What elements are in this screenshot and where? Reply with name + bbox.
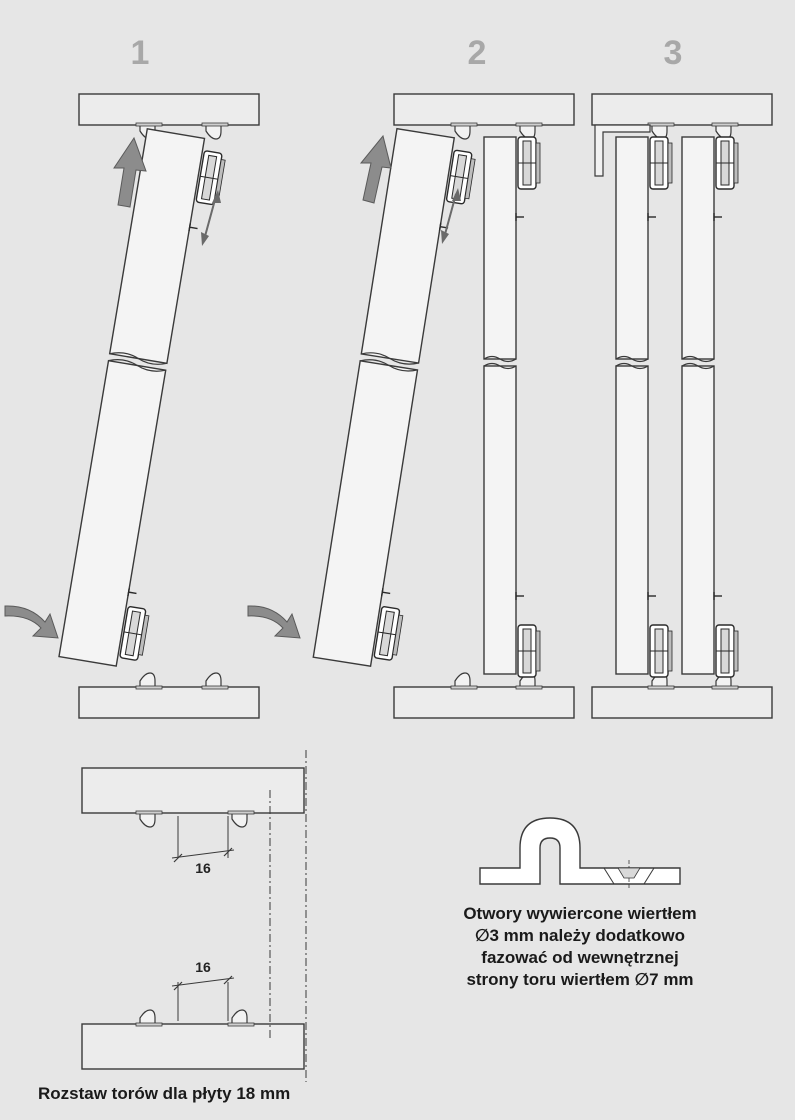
door-panel-front — [616, 137, 672, 677]
bottom-rail-hook — [228, 1010, 254, 1026]
door-panel-tilted — [313, 129, 478, 670]
bottom-board — [592, 687, 772, 718]
step-number-3: 3 — [663, 34, 683, 72]
spacing-caption: Rozstaw torów dla płyty 18 mm — [38, 1084, 291, 1103]
door-panel — [59, 129, 228, 670]
top-board — [82, 768, 304, 813]
top-rail-hook — [228, 811, 254, 827]
bottom-dimension-label: 16 — [195, 959, 211, 975]
step-number-1: 1 — [130, 34, 150, 72]
top-board — [394, 94, 574, 125]
door-panel-hung — [484, 137, 540, 677]
bottom-board — [79, 687, 259, 718]
top-dimension-label: 16 — [195, 860, 211, 876]
top-rail-hook — [136, 811, 162, 827]
note-line: ∅3 mm należy dodatkowo — [474, 926, 686, 945]
top-board — [592, 94, 772, 125]
swing-arrow — [248, 606, 300, 638]
rail-profile — [480, 818, 680, 890]
bottom-rail-hook — [136, 1010, 162, 1026]
bottom-board — [394, 687, 574, 718]
step-1-drawing — [5, 94, 259, 718]
step-number-2: 2 — [467, 34, 487, 72]
top-board — [79, 94, 259, 125]
bottom-board — [82, 1024, 304, 1069]
bottom-rail-hook — [451, 673, 477, 689]
bottom-rail-hook — [202, 673, 228, 689]
door-panel-back — [682, 137, 738, 677]
step-2-drawing — [248, 94, 574, 718]
top-rail-hook — [202, 123, 228, 139]
track-spacing-detail — [82, 750, 306, 1082]
bottom-rail-hook — [136, 673, 162, 689]
drilling-note — [415, 903, 745, 991]
step-3-drawing — [592, 94, 772, 718]
swing-arrow — [5, 606, 58, 638]
top-rail-hook — [451, 123, 477, 139]
note-line: Otwory wywiercone wiertłem — [463, 904, 697, 923]
note-line: fazować od wewnętrznej — [481, 948, 679, 967]
note-line: strony toru wiertłem ∅7 mm — [466, 970, 694, 989]
